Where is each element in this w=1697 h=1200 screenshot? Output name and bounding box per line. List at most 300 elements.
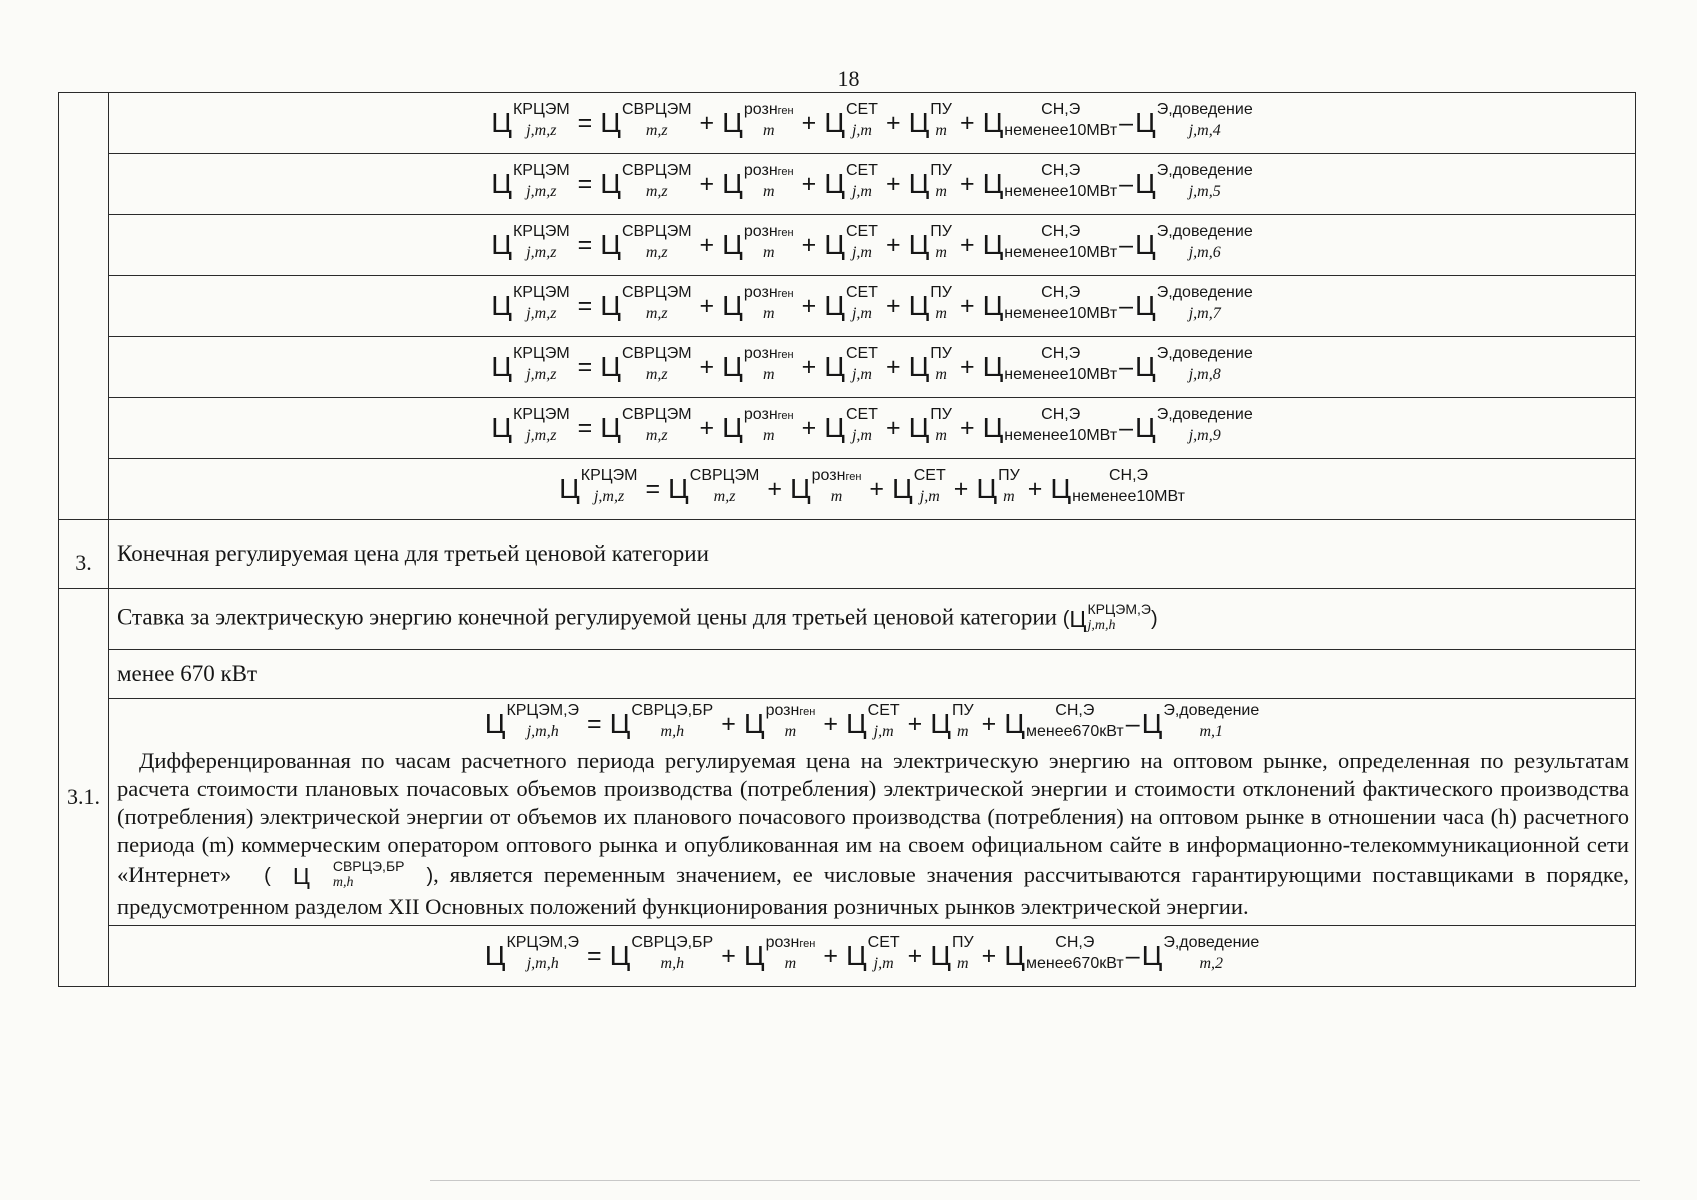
subscript: m	[762, 366, 775, 383]
operator: +	[823, 709, 838, 738]
subscript: m	[762, 305, 775, 322]
description-paragraph: Дифференцированная по часам расчетного периода регулируемая цена на электрическую энергию на оптовом рынке, определенная по результатам расчета стоимости плановых почасовых объемов производства (потребления) электрической энергии и стоимости отклонений фактического производства (потребления) электрической энергии от объемов их планового почасового производства (потребления) на оптовом рынке в отношении часа (h) расчетного периода (m) коммерческим оператором оптового рынка и опубликованная им на своем официальном сайте в информационно-телекоммуникационной сети «Интернет» ( Ц СВРЦЭ,БР m,h ) , является переменным значением, ее числовые значения рассчитываются гарантирующими поставщиками в порядке, предусмотренном разделом XII Основных положений функционирования розничных рынков электрической энергии.	[117, 748, 1629, 919]
formula-term	[1004, 703, 1123, 745]
index-stack	[1004, 102, 1117, 144]
superscript: ПУ	[951, 934, 974, 951]
index-stack	[311, 859, 405, 893]
subscript: неменее10МВт	[1004, 427, 1118, 444]
subscript: j,m,z	[526, 305, 557, 322]
operator: =	[577, 413, 593, 442]
operator: +	[801, 230, 817, 259]
subscript: m,z	[645, 366, 668, 383]
formula-row	[109, 398, 1636, 459]
index-stack	[744, 285, 794, 327]
superscript: ПУ	[930, 223, 952, 240]
superscript: КРЦЭМ	[580, 467, 638, 484]
superscript: рознген	[743, 284, 794, 301]
subscript: m,z	[645, 122, 668, 139]
index-stack	[513, 346, 570, 388]
subscript: неменее10МВт	[1004, 244, 1118, 261]
subscript: j,m	[851, 366, 872, 383]
price-symbol: Ц	[722, 168, 743, 199]
subscript: j,m,z	[526, 366, 557, 383]
index-stack	[622, 102, 692, 144]
subscript: m	[830, 488, 843, 505]
operator: +	[699, 352, 715, 381]
price-symbol: Ц	[982, 107, 1004, 138]
index-stack	[1163, 935, 1259, 977]
subscript: m	[957, 723, 969, 740]
paren: )	[426, 865, 434, 887]
price-symbol: Ц	[1004, 708, 1025, 739]
price-symbol: Ц	[824, 412, 845, 443]
superscript: рознген	[765, 934, 816, 951]
subscript: j,m	[873, 723, 894, 740]
operator: –	[1125, 709, 1140, 738]
subscript: m,h	[332, 875, 354, 890]
formula-term	[983, 407, 1118, 449]
index-stack	[1072, 468, 1185, 510]
subscript: j,m,4	[1188, 122, 1221, 139]
operator: +	[885, 169, 901, 198]
price-symbol: Ц	[600, 412, 621, 443]
index-stack	[622, 346, 692, 388]
formula-term	[600, 224, 691, 266]
superscript: ПУ	[930, 101, 952, 118]
subscript: j,m,z	[526, 427, 557, 444]
superscript: ПУ	[951, 702, 974, 719]
superscript: СЕТ	[913, 467, 946, 484]
superscript: СН,Э	[1055, 934, 1095, 951]
formula-row	[109, 276, 1636, 337]
index-stack	[868, 935, 900, 977]
index-stack	[1157, 163, 1253, 205]
formula	[491, 224, 1252, 266]
formula-term	[1135, 346, 1253, 388]
superscript: рознген	[765, 702, 816, 719]
section-title	[109, 589, 1636, 650]
price-symbol: Ц	[982, 290, 1004, 321]
formula-term	[491, 285, 569, 327]
subscript: j,m,5	[1188, 183, 1221, 200]
superscript: КРЦЭМ,Э	[506, 702, 580, 719]
price-symbol: Ц	[1069, 605, 1087, 632]
index-stack	[1026, 935, 1124, 977]
operator: +	[699, 230, 715, 259]
formula-row	[109, 93, 1636, 154]
superscript: СЕТ	[845, 406, 878, 423]
subscript: j,m,8	[1188, 366, 1221, 383]
subscript: неменее10МВт	[1004, 305, 1118, 322]
price-symbol: Ц	[976, 473, 998, 504]
formula-term	[909, 163, 952, 205]
formula-term	[909, 102, 952, 144]
subscript: j,m	[851, 305, 872, 322]
price-symbol: Ц	[491, 290, 512, 321]
formula-term	[846, 703, 900, 745]
operator: –	[1119, 352, 1134, 381]
operator: +	[981, 709, 997, 738]
price-symbol: Ц	[845, 940, 867, 971]
formula-term	[930, 935, 973, 977]
operator: +	[721, 941, 736, 970]
subscript: m	[762, 427, 775, 444]
formula-term	[909, 346, 952, 388]
superscript: СЕТ	[845, 345, 878, 362]
price-symbol: Ц	[982, 229, 1004, 260]
index-stack	[846, 163, 878, 205]
price-symbol: Ц	[824, 290, 845, 321]
price-symbol: Ц	[1135, 290, 1156, 321]
formula	[491, 163, 1252, 205]
superscript: рознген	[743, 223, 794, 240]
operator: +	[767, 474, 782, 503]
subscript: менее670кВт	[1025, 723, 1124, 740]
subscript: m	[935, 305, 947, 322]
section-title: Конечная регулируемая цена для третьей ценовой категории	[109, 520, 1636, 589]
subscript: m	[935, 122, 947, 139]
index-stack	[952, 703, 974, 745]
index-stack	[846, 224, 878, 266]
price-symbol: Ц	[600, 107, 621, 138]
formula-term	[983, 224, 1118, 266]
formula	[559, 468, 1185, 510]
operator: –	[1119, 108, 1134, 137]
rate-symbol	[1063, 602, 1158, 636]
index-stack	[1157, 407, 1253, 449]
formula-term	[1135, 163, 1253, 205]
superscript: рознген	[743, 162, 794, 179]
superscript: Э,доведение	[1156, 345, 1253, 362]
subcategory-label: менее 670 кВт	[109, 650, 1636, 699]
operator: +	[885, 352, 901, 381]
price-symbol: Ц	[908, 412, 930, 443]
subscript: j,m	[919, 488, 940, 505]
document-table	[58, 92, 1636, 987]
superscript: КРЦЭМ	[512, 406, 570, 423]
price-symbol: Ц	[982, 351, 1004, 382]
superscript: ПУ	[930, 284, 952, 301]
formula-term	[909, 407, 952, 449]
section-title-text: Ставка за электрическую энергию конечной регулируемой цены для третьей ценовой категории	[117, 604, 1063, 630]
superscript: ПУ	[930, 162, 952, 179]
superscript: СВРЦЭМ	[621, 223, 692, 240]
subscript: неменее10МВт	[1004, 122, 1118, 139]
index-stack	[1004, 163, 1117, 205]
formula-term	[668, 468, 759, 510]
price-symbol: Ц	[559, 473, 580, 504]
formula-term	[600, 346, 691, 388]
price-symbol: Ц	[1135, 412, 1156, 443]
index-stack	[581, 468, 638, 510]
index-stack	[744, 346, 794, 388]
formula	[485, 703, 1260, 745]
price-symbol: Ц	[484, 708, 506, 739]
superscript: СВРЦЭМ	[621, 162, 692, 179]
index-stack	[690, 468, 760, 510]
price-symbol: Ц	[845, 708, 867, 739]
price-symbol: Ц	[824, 168, 845, 199]
price-symbol: Ц	[908, 290, 930, 321]
price-symbol: Ц	[1141, 708, 1163, 739]
formula-term	[1004, 935, 1123, 977]
superscript: ПУ	[930, 406, 952, 423]
superscript: СЕТ	[845, 162, 878, 179]
subscript: неменее10МВт	[1072, 488, 1185, 505]
index-stack	[930, 224, 952, 266]
section-number: 3.	[59, 520, 109, 589]
index-stack	[846, 102, 878, 144]
operator: +	[959, 291, 975, 320]
price-symbol: Ц	[908, 351, 930, 382]
price-symbol: Ц	[892, 473, 913, 504]
operator: +	[959, 230, 975, 259]
operator: =	[577, 230, 593, 259]
subscript: m,h	[660, 723, 685, 740]
superscript: СВРЦЭМ	[621, 284, 692, 301]
formula-term	[1135, 224, 1253, 266]
subscript: m	[784, 723, 797, 740]
superscript: Э,доведение	[1156, 284, 1253, 301]
superscript: СН,Э	[1041, 101, 1081, 118]
superscript: СЕТ	[845, 223, 878, 240]
index-stack	[506, 935, 579, 977]
price-symbol: Ц	[600, 290, 621, 321]
formula-term	[790, 468, 861, 510]
superscript: рознген	[743, 406, 794, 423]
superscript: СН,Э	[1041, 223, 1081, 240]
formula-term	[722, 163, 793, 205]
index-stack	[513, 285, 570, 327]
formula-term	[930, 703, 973, 745]
index-stack	[631, 935, 713, 977]
subscript: j,m	[851, 183, 872, 200]
superscript-subindex: ген	[799, 938, 816, 950]
index-stack	[506, 703, 579, 745]
formula-term	[485, 935, 579, 977]
operator: +	[1027, 474, 1043, 503]
price-symbol: Ц	[743, 940, 765, 971]
formula-term	[610, 935, 714, 977]
index-stack	[1026, 703, 1124, 745]
index-stack	[622, 163, 692, 205]
price-symbol: Ц	[824, 351, 845, 382]
subscript: j,m,z	[526, 122, 557, 139]
formula-term	[824, 285, 878, 327]
superscript: СВРЦЭМ	[621, 406, 692, 423]
index-stack	[930, 163, 952, 205]
operator: +	[801, 169, 817, 198]
superscript: СН,Э	[1041, 162, 1081, 179]
price-symbol: Ц	[722, 290, 743, 321]
superscript: СВРЦЭМ	[621, 101, 692, 118]
subscript: m	[762, 122, 775, 139]
superscript: Э,доведение	[1163, 934, 1260, 951]
superscript: СЕТ	[845, 101, 878, 118]
index-stack	[744, 102, 794, 144]
superscript: Э,доведение	[1156, 101, 1253, 118]
formula-term	[892, 468, 946, 510]
superscript: Э,доведение	[1156, 223, 1253, 240]
operator: =	[587, 941, 602, 970]
price-symbol: Ц	[722, 229, 743, 260]
superscript-subindex: ген	[777, 166, 794, 178]
operator: +	[953, 474, 969, 503]
bottom-rule	[430, 1180, 1640, 1181]
subscript: j,m,7	[1188, 305, 1221, 322]
operator: –	[1119, 291, 1134, 320]
index-stack	[1004, 224, 1117, 266]
subscript: m	[935, 244, 947, 261]
superscript: СН,Э	[1041, 406, 1081, 423]
superscript: СВРЦЭМ	[689, 467, 760, 484]
index-stack	[513, 163, 570, 205]
formula	[491, 102, 1252, 144]
operator: +	[885, 291, 901, 320]
subscript: m	[935, 183, 947, 200]
price-symbol: Ц	[1141, 940, 1163, 971]
subscript: m	[762, 244, 775, 261]
formula-term	[722, 224, 793, 266]
operator: +	[801, 352, 817, 381]
formula-term	[1142, 935, 1260, 977]
formula-term	[744, 703, 815, 745]
superscript: СЕТ	[867, 934, 900, 951]
superscript: СН,Э	[1041, 284, 1081, 301]
superscript: СВРЦЭМ	[621, 345, 692, 362]
index-stack	[868, 703, 900, 745]
operator: +	[699, 169, 715, 198]
price-symbol: Ц	[668, 473, 689, 504]
operator: –	[1119, 230, 1134, 259]
formula-term	[600, 285, 691, 327]
formula-term	[491, 407, 569, 449]
operator: +	[959, 108, 975, 137]
operator: –	[1119, 413, 1134, 442]
formula-term	[846, 935, 900, 977]
superscript: СН,Э	[1041, 345, 1081, 362]
formula-term	[976, 468, 1019, 510]
price-symbol: Ц	[824, 229, 845, 260]
operator: =	[587, 709, 602, 738]
formula-term	[722, 407, 793, 449]
superscript-subindex: ген	[777, 410, 794, 422]
formula-row	[109, 215, 1636, 276]
subscript: m	[784, 955, 797, 972]
superscript: КРЦЭМ	[512, 223, 570, 240]
price-symbol: Ц	[491, 107, 512, 138]
formula-term	[559, 468, 637, 510]
formula-term	[610, 703, 714, 745]
formula-term	[1069, 602, 1151, 636]
price-symbol: Ц	[491, 229, 512, 260]
index-stack	[1157, 224, 1253, 266]
price-symbol: Ц	[1004, 940, 1025, 971]
index-stack	[744, 407, 794, 449]
subscript: j,m,h	[526, 723, 559, 740]
index-stack	[998, 468, 1020, 510]
index-stack	[812, 468, 862, 510]
operator: +	[823, 941, 838, 970]
operator: –	[1125, 941, 1140, 970]
superscript-subindex: ген	[777, 288, 794, 300]
paren: (	[1062, 607, 1070, 630]
operator: +	[907, 709, 923, 738]
superscript-subindex: ген	[777, 349, 794, 361]
superscript: ПУ	[998, 467, 1020, 484]
index-stack	[513, 102, 570, 144]
index-stack	[1157, 285, 1253, 327]
price-symbol: Ц	[1135, 107, 1156, 138]
price-symbol: Ц	[1050, 473, 1072, 504]
formula-term	[909, 224, 952, 266]
formula	[491, 285, 1252, 327]
price-symbol: Ц	[609, 940, 631, 971]
price-symbol: Ц	[1135, 229, 1156, 260]
index-stack	[622, 285, 692, 327]
formula-term	[1135, 407, 1253, 449]
formula-term	[722, 285, 793, 327]
index-stack	[513, 224, 570, 266]
index-stack	[766, 703, 816, 745]
formula-term	[909, 285, 952, 327]
price-symbol: Ц	[600, 168, 621, 199]
index-stack	[744, 163, 794, 205]
price-symbol: Ц	[722, 107, 743, 138]
formula-term	[824, 346, 878, 388]
index-stack	[1087, 602, 1151, 636]
index-stack	[622, 224, 692, 266]
superscript: СН,Э	[1108, 467, 1149, 484]
superscript: СВРЦЭ,БР	[332, 858, 405, 874]
superscript-subindex: ген	[777, 227, 794, 239]
price-symbol: Ц	[491, 412, 512, 443]
superscript: КРЦЭМ,Э	[1087, 601, 1151, 617]
superscript: КРЦЭМ,Э	[506, 934, 580, 951]
index-stack	[1163, 703, 1259, 745]
subscript: m,z	[645, 183, 668, 200]
formula	[491, 346, 1252, 388]
operator: +	[907, 941, 923, 970]
operator: +	[801, 413, 817, 442]
price-symbol: Ц	[600, 229, 621, 260]
index-stack	[622, 407, 692, 449]
superscript: Э,доведение	[1156, 406, 1253, 423]
subscript: неменее10МВт	[1004, 183, 1118, 200]
formula-term	[824, 224, 878, 266]
operator: –	[1119, 169, 1134, 198]
superscript-subindex: ген	[799, 706, 816, 718]
subscript: m	[1003, 488, 1015, 505]
formula-term	[271, 859, 405, 893]
price-symbol: Ц	[908, 107, 930, 138]
price-symbol: Ц	[982, 168, 1004, 199]
formula	[491, 407, 1252, 449]
operator: +	[959, 413, 975, 442]
paren: (	[264, 865, 271, 887]
formula-term	[824, 102, 878, 144]
formula-term	[491, 102, 569, 144]
number-cell-empty	[59, 93, 109, 520]
formula	[485, 935, 1260, 977]
formula-term	[491, 346, 569, 388]
subscript: m,z	[713, 488, 736, 505]
formula-term	[722, 346, 793, 388]
superscript: КРЦЭМ	[512, 101, 570, 118]
operator: +	[721, 709, 736, 738]
index-stack	[930, 346, 952, 388]
subscript: j,m,z	[526, 244, 557, 261]
